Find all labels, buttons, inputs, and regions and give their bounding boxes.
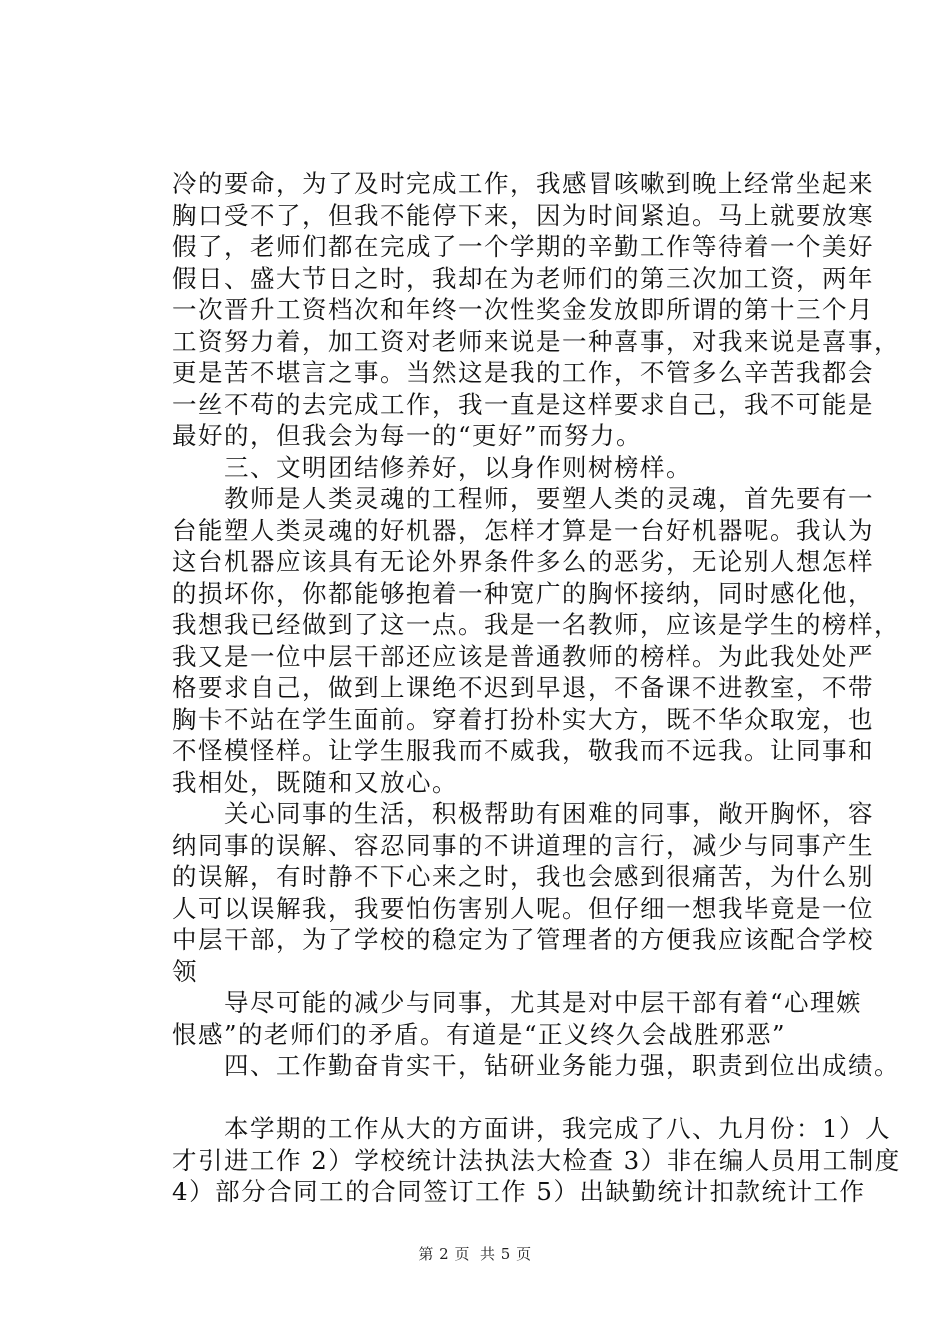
paragraph-continuation bbox=[172, 168, 900, 452]
text-line: 我又是一位中层干部还应该是普通教师的榜样。为此我处处严 bbox=[172, 641, 874, 671]
paragraph bbox=[172, 987, 863, 1050]
page-footer bbox=[0, 1243, 950, 1264]
text-line: 胸口受不了，但我不能停下来，因为时间紧迫。马上就要放寒 bbox=[172, 200, 874, 230]
text-line: 冷的要命，为了及时完成工作，我感冒咳嗽到晚上经常坐起来 bbox=[172, 169, 874, 198]
section-heading bbox=[172, 1050, 900, 1082]
text-line: 中层干部，为了学校的稳定为了管理者的方便我应该配合学校 bbox=[172, 925, 874, 954]
section-heading-text: 三、文明团结修养好，以身作则树榜样。 bbox=[172, 452, 692, 482]
page-number: 第 2 页 bbox=[418, 1245, 470, 1263]
blank-line bbox=[172, 1082, 852, 1114]
text-line: 工资努力着，加工资对老师来说是一种喜事，对我来说是喜事， bbox=[172, 326, 900, 356]
text-line: 这台机器应该具有无论外界条件多么的恶劣，无论别人想怎样 bbox=[172, 547, 874, 576]
text-line: 4）部分合同工的合同签订工作 5）出缺勤统计扣款统计工作 bbox=[172, 1177, 866, 1206]
text-line: 人可以误解我，我要怕伤害别人呢。但仔细一想我毕竟是一位 bbox=[172, 893, 874, 923]
text-line: 我想我已经做到了这一点。我是一名教师，应该是学生的榜样， bbox=[172, 610, 900, 639]
text-line: 假日、盛大节日之时，我却在为老师们的第三次加工资，两年 bbox=[172, 263, 874, 293]
text-line: 才引进工作 2）学校统计法执法大检查 3）非在编人员用工制度 bbox=[172, 1145, 901, 1175]
text-line: 本学期的工作从大的方面讲，我完成了八、九月份：1）人 bbox=[172, 1114, 892, 1143]
text-line: 恨感”的老师们的矛盾。有道是“正义终久会战胜邪恶” bbox=[172, 1019, 787, 1049]
paragraph bbox=[172, 1113, 901, 1208]
text-line: 台能塑人类灵魂的好机器，怎样才算是一台好机器呢。我认为 bbox=[172, 515, 874, 545]
text-line: 的误解，有时静不下心来之时，我也会感到很痛苦，为什么别 bbox=[172, 862, 874, 891]
text-line: 一次晋升工资档次和年终一次性奖金发放即所谓的第十三个月 bbox=[172, 295, 874, 324]
section-heading bbox=[172, 452, 852, 484]
text-line: 假了，老师们都在完成了一个学期的辛勤工作等待着一个美好 bbox=[172, 232, 874, 261]
text-line: 教师是人类灵魂的工程师，要塑人类的灵魂，首先要有一 bbox=[172, 484, 874, 513]
text-line: 领 bbox=[172, 956, 198, 986]
section-heading-text: 四、工作勤奋肯实干，钻研业务能力强，职责到位出成绩。 bbox=[172, 1051, 900, 1080]
text-line: 关心同事的生活，积极帮助有困难的同事，敞开胸怀，容 bbox=[172, 799, 874, 828]
text-line: 我相处，既随和又放心。 bbox=[172, 767, 458, 797]
text-line: 导尽可能的减少与同事，尤其是对中层干部有着“心理嫉 bbox=[172, 988, 863, 1017]
document-body bbox=[172, 168, 901, 1208]
text-line: 不怪模怪样。让学生服我而不威我，敬我而不远我。让同事和 bbox=[172, 736, 874, 765]
text-line: 一丝不苟的去完成工作，我一直是这样要求自己，我不可能是 bbox=[172, 389, 874, 419]
text-line: 的损坏你，你都能够抱着一种宽广的胸怀接纳，同时感化他， bbox=[172, 578, 874, 608]
text-line: 胸卡不站在学生面前。穿着打扮朴实大方，既不华众取宠，也 bbox=[172, 704, 874, 734]
text-line: 更是苦不堪言之事。当然这是我的工作，不管多么辛苦我都会 bbox=[172, 358, 874, 387]
text-line: 最好的，但我会为每一的“更好”而努力。 bbox=[172, 421, 643, 450]
paragraph bbox=[172, 483, 900, 798]
paragraph bbox=[172, 798, 874, 987]
text-line: 纳同事的误解、容忍同事的不讲道理的言行，减少与同事产生 bbox=[172, 830, 874, 860]
text-line: 格要求自己，做到上课绝不迟到早退，不备课不进教室，不带 bbox=[172, 673, 874, 702]
page-total: 共 5 页 bbox=[480, 1245, 532, 1263]
